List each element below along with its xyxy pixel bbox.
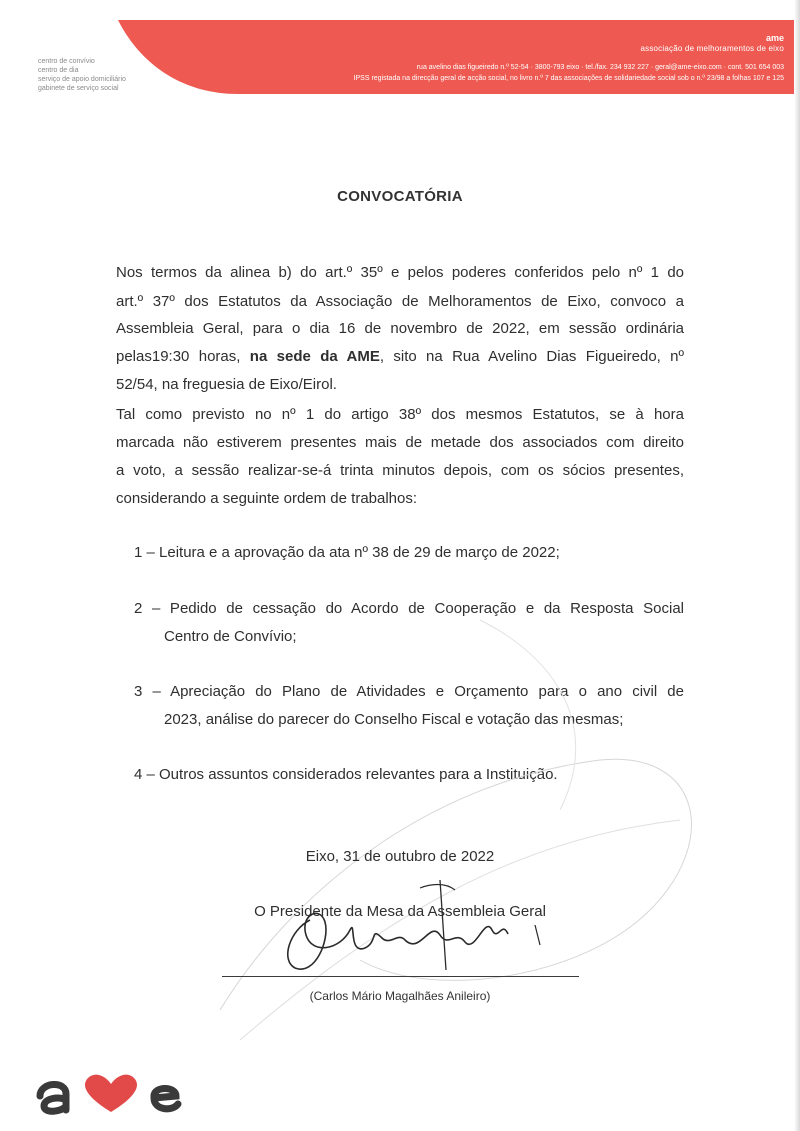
paragraph-2-line: marcada não estiverem presentes mais de metade dos associados com direito: [116, 434, 684, 451]
agenda-item-2: 2 – Pedido de cessação do Acordo de Cooperação e da Resposta Social: [134, 600, 684, 617]
document-title: CONVOCATÓRIA: [337, 188, 463, 205]
background-scribble-mark: [180, 580, 740, 1080]
text-span: pelas19:30 horas,: [116, 348, 250, 365]
paragraph-2-line: considerando a seguinte ordem de trabalhos:: [116, 490, 418, 507]
signatory-role: O Presidente da Mesa da Assembleia Geral: [254, 903, 546, 920]
paragraph-2-line: Tal como previsto no nº 1 do artigo 38º dos mesmos Estatutos, se à hora: [116, 406, 684, 423]
text-span: , sito na Rua Avelino Dias Figueiredo, nº: [379, 348, 685, 365]
paragraph-1-line: Assembleia Geral, para o dia 16 de novembro de 2022, em sessão ordinária: [116, 320, 684, 337]
ame-logo: [36, 1066, 186, 1116]
service-item: centro de convívio: [38, 58, 95, 65]
ipss-registration-line: IPSS registada na direcção geral de acção social, no livro n.º 7 das associações de solidariedade social sob o n.º 23/98 a folhas 107 e 125: [353, 75, 784, 82]
header-red-band-shape: [118, 20, 800, 94]
handwritten-signature: [270, 860, 560, 980]
agenda-item-3-continued: 2023, análise do parecer do Conselho Fiscal e votação das mesmas;: [164, 711, 624, 728]
paragraph-1-line: Nos termos da alinea b) do art.º 35º e pelos poderes conferidos pelo nº 1 do: [116, 264, 684, 281]
agenda-item-3: 3 – Apreciação do Plano de Atividades e Orçamento para o ano civil de: [134, 683, 684, 700]
paragraph-2-line: a voto, a sessão realizar-se-á trinta minutos depois, com os sócios presentes,: [116, 462, 684, 479]
paragraph-1-line: art.º 37º dos Estatutos da Associação de Melhoramentos de Eixo, convoco a: [116, 293, 684, 310]
scan-edge-shadow: [794, 0, 800, 1131]
signatory-name: (Carlos Mário Magalhães Anileiro): [309, 989, 491, 1003]
bold-location: na sede da AME: [249, 348, 380, 365]
agenda-item-2-continued: Centro de Convívio;: [164, 628, 297, 645]
brand-short: ame: [765, 33, 784, 43]
agenda-item-4: 4 – Outros assuntos considerados relevantes para a Instituição.: [134, 766, 558, 783]
contact-address-line: rua avelino dias figueiredo n.º 52-54 · 3800-793 eixo · tel./fax. 234 932 227 · geral@ame-eixo.com · cont. 501 654 003: [416, 64, 784, 71]
agenda-item-1: 1 – Leitura e a aprovação da ata nº 38 de 29 de março de 2022;: [134, 544, 560, 561]
service-item: gabinete de serviço social: [38, 85, 119, 92]
service-item: centro de dia: [38, 67, 79, 74]
service-item: serviço de apoio domiciliário: [38, 76, 126, 83]
signature-line: [222, 976, 579, 977]
header-band: [118, 20, 800, 94]
brand-full-name: associação de melhoramentos de eixo: [640, 44, 784, 53]
services-list: [38, 57, 126, 93]
paragraph-1-line: 52/54, na freguesia de Eixo/Eirol.: [116, 376, 337, 393]
place-and-date: Eixo, 31 de outubro de 2022: [305, 848, 495, 865]
paragraph-1-line: [116, 348, 684, 365]
